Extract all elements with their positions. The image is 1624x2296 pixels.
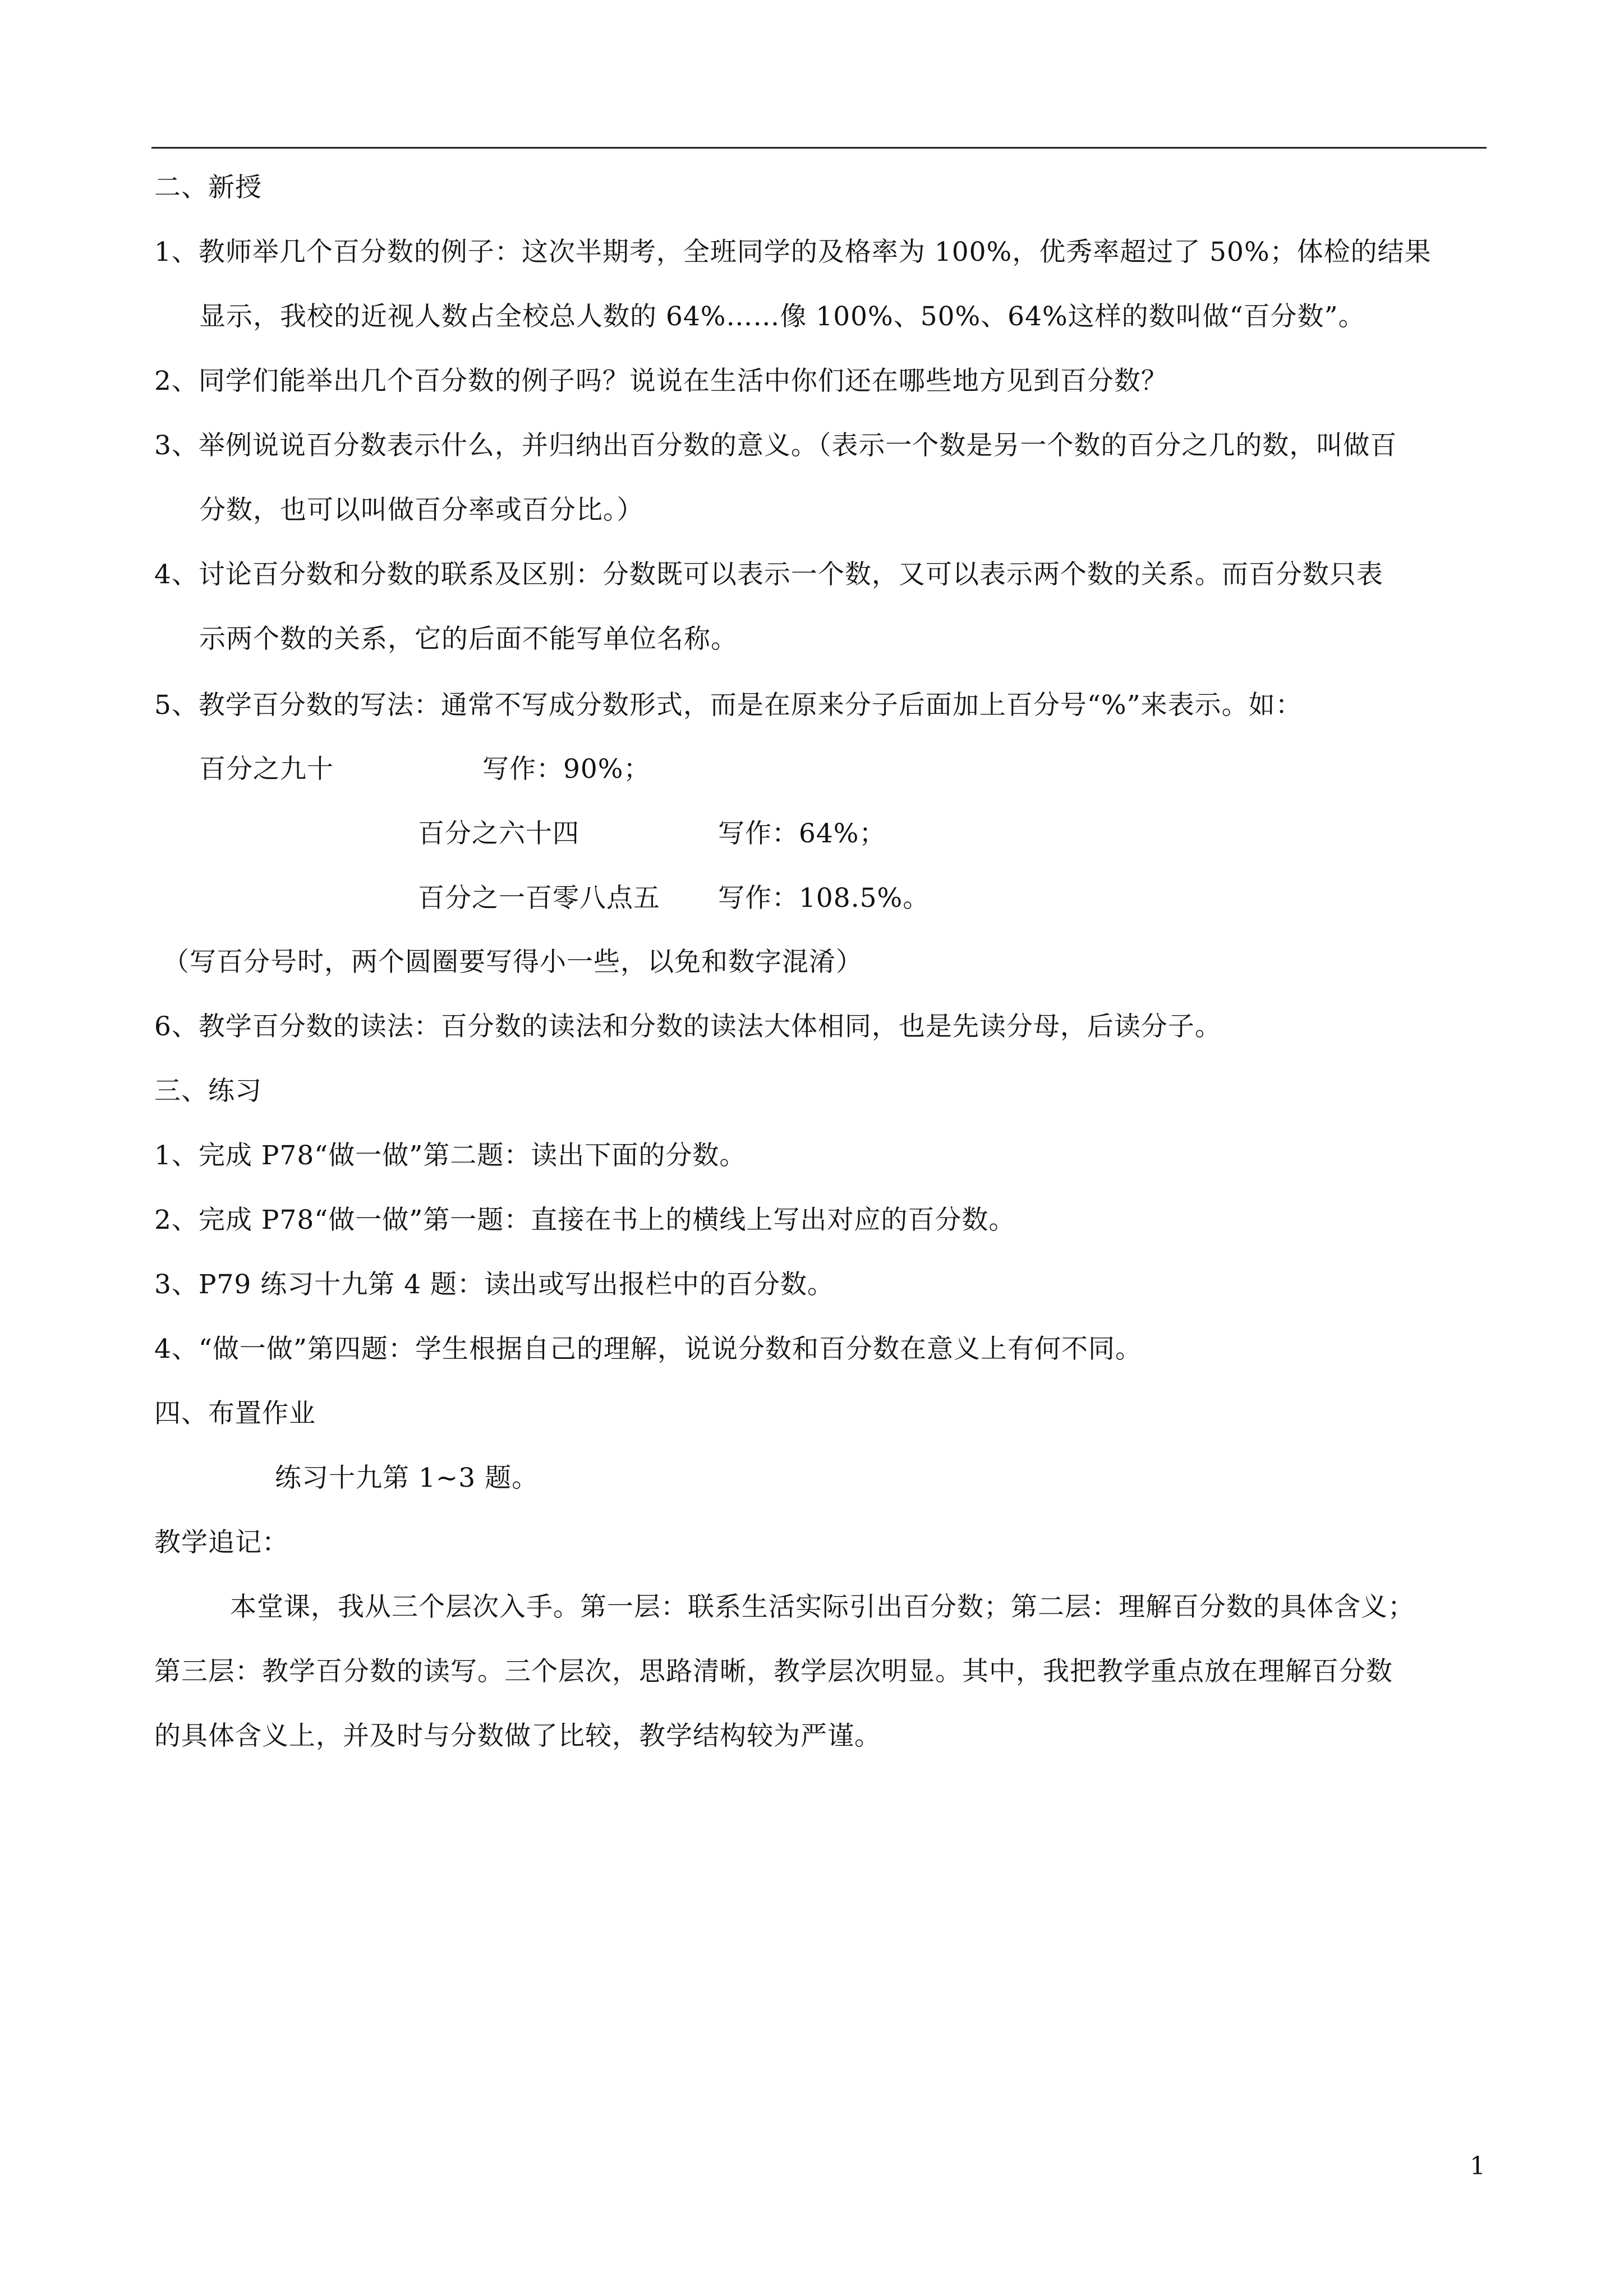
- example-written-1: 写作：90%；: [482, 754, 651, 785]
- new-item-3-line-2: 分数，也可以叫做百分率或百分比。）: [199, 495, 644, 525]
- new-item-2: 2、同学们能举出几个百分数的例子吗？说说在生活中你们还在哪些地方见到百分数？: [154, 366, 1168, 397]
- section-heading-homework: 四、布置作业: [154, 1398, 316, 1429]
- page-number: 1: [1470, 2152, 1485, 2180]
- new-item-5: 5、教学百分数的写法：通常不写成分数形式，而是在原来分子后面加上百分号“%”来表示。如：: [154, 690, 1303, 721]
- example-written-3: 写作：108.5%。: [718, 883, 930, 914]
- reflection-line-3: 的具体含义上，并及时与分数做了比较，教学结构较为严谨。: [154, 1721, 881, 1751]
- section-heading-practice: 三、练习: [154, 1076, 262, 1106]
- new-item-3-line-1: 3、举例说说百分数表示什么，并归纳出百分数的意义。（表示一个数是另一个数的百分之几的数，叫做百: [154, 430, 1397, 461]
- reflection-line-2: 第三层：教学百分数的读写。三个层次，思路清晰，教学层次明显。其中，我把教学重点放在理解百分数: [154, 1656, 1393, 1687]
- practice-item-4: 4、“做一做”第四题：学生根据自己的理解，说说分数和百分数在意义上有何不同。: [154, 1334, 1142, 1364]
- new-item-4-line-2: 示两个数的关系，它的后面不能写单位名称。: [199, 624, 738, 654]
- practice-item-3: 3、P79 练习十九第 4 题：读出或写出报栏中的百分数。: [154, 1269, 835, 1300]
- example-reading-1: 百分之九十: [199, 754, 334, 785]
- new-item-1-line-1: 1、教师举几个百分数的例子：这次半期考，全班同学的及格率为 100%，优秀率超过了 50%；体检的结果: [154, 237, 1432, 268]
- percent-sign-note: （写百分号时，两个圆圈要写得小一些，以免和数字混淆）: [163, 947, 863, 978]
- new-item-1-line-2: 显示，我校的近视人数占全校总人数的 64%……像 100%、50%、64%这样的数叫做“百分数”。: [199, 301, 1365, 332]
- example-reading-2: 百分之六十四: [418, 818, 579, 849]
- example-written-2: 写作：64%；: [718, 818, 886, 849]
- new-item-6: 6、教学百分数的读法：百分数的读法和分数的读法大体相同，也是先读分母，后读分子。: [154, 1011, 1222, 1042]
- header-rule: [151, 147, 1487, 149]
- new-item-4-line-1: 4、讨论百分数和分数的联系及区别：分数既可以表示一个数，又可以表示两个数的关系。而百分数只表: [154, 559, 1383, 590]
- homework-text: 练习十九第 1~3 题。: [275, 1463, 539, 1493]
- example-reading-3: 百分之一百零八点五: [418, 883, 660, 914]
- reflection-line-1: 本堂课，我从三个层次入手。第一层：联系生活实际引出百分数；第二层：理解百分数的具体含义；: [230, 1592, 1415, 1622]
- practice-item-2: 2、完成 P78“做一做”第一题：直接在书上的横线上写出对应的百分数。: [154, 1205, 1016, 1235]
- practice-item-1: 1、完成 P78“做一做”第二题：读出下面的分数。: [154, 1140, 747, 1171]
- reflection-title: 教学追记：: [154, 1527, 289, 1558]
- section-heading-new: 二、新授: [154, 172, 262, 203]
